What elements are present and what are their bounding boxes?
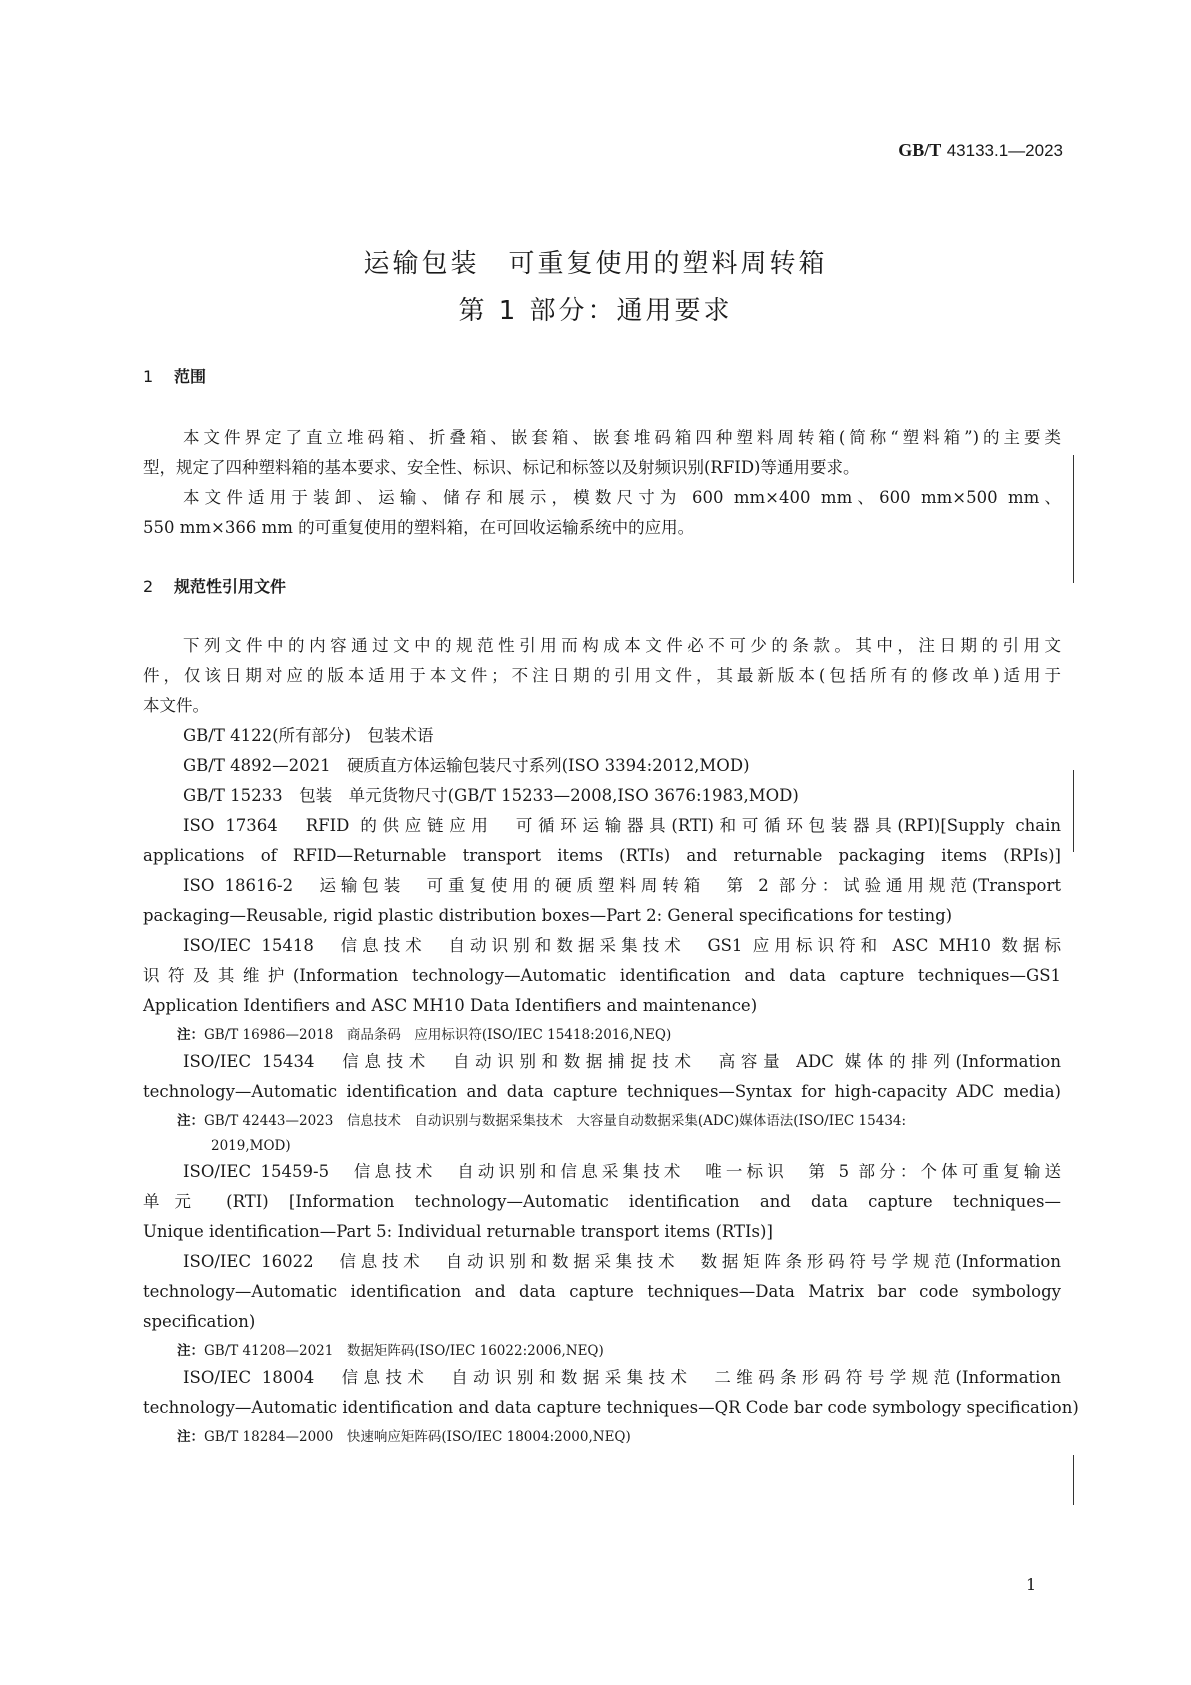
- reference-item-continued: applications of RFID—Returnable transport items (RTIs) and returnable packaging items (RPIs)]: [143, 846, 1061, 865]
- standard-code: [898, 140, 1063, 161]
- standard-number: 43133.1—2023: [946, 141, 1063, 160]
- section-number: 1: [143, 367, 154, 386]
- document-title: 运输包装 可重复使用的塑料周转箱: [363, 249, 828, 279]
- reference-item-continued: 单元 (RTI) [Information technology—Automatic identification and data capture techniques—: [143, 1192, 1061, 1211]
- change-bar: [1073, 1455, 1074, 1505]
- reference-item-continued: packaging—Reusable, rigid plastic distribution boxes—Part 2: General specifications for testing): [143, 906, 953, 925]
- page-number: 1: [1026, 1575, 1037, 1594]
- reference-item: GB/T 4122(所有部分) 包装术语: [183, 726, 434, 745]
- reference-note: [177, 1341, 604, 1361]
- paragraph-line: 件，仅该日期对应的版本适用于本文件；不注日期的引用文件，其最新版本(包括所有的修改单)适用于: [143, 666, 1061, 685]
- reference-item-continued: Application Identifiers and ASC MH10 Data Identifiers and maintenance): [143, 996, 758, 1015]
- note-label: 注：: [177, 1027, 204, 1043]
- reference-item-continued: technology—Automatic identification and data capture techniques—Data Matrix bar code symbology: [143, 1282, 1061, 1301]
- note-text: GB/T 42443—2023 信息技术 自动识别与数据采集技术 大容量自动数据采集(ADC)媒体语法(ISO/IEC 15434:: [204, 1113, 907, 1129]
- section-heading-normative-references: [143, 574, 286, 597]
- note-text: GB/T 41208—2021 数据矩阵码(ISO/IEC 16022:2006,NEQ): [204, 1343, 604, 1359]
- reference-item: GB/T 4892—2021 硬质直方体运输包装尺寸系列(ISO 3394:2012,MOD): [183, 756, 750, 775]
- reference-note: [177, 1111, 906, 1131]
- reference-note-continued: 2019,MOD): [211, 1138, 291, 1154]
- reference-item-continued: technology—Automatic identification and data capture techniques—Syntax for high-capacity ADC media): [143, 1082, 1061, 1101]
- paragraph-line: 本文件界定了直立堆码箱、折叠箱、嵌套箱、嵌套堆码箱四种塑料周转箱(简称“塑料箱”)的主要类: [183, 428, 1061, 447]
- section-title: 范围: [174, 367, 207, 386]
- reference-note: [177, 1427, 631, 1447]
- paragraph-line: 下列文件中的内容通过文中的规范性引用而构成本文件必不可少的条款。其中，注日期的引用文: [183, 636, 1061, 655]
- reference-item: ISO 17364 RFID 的供应链应用 可循环运输器具(RTI)和可循环包装器具(RPI)[Supply chain: [183, 816, 1061, 835]
- section-heading-scope: [143, 364, 206, 387]
- reference-item-continued: technology—Automatic identification and data capture techniques—QR Code bar code symbology specification): [143, 1398, 1079, 1417]
- note-label: 注：: [177, 1429, 204, 1445]
- document-subtitle: 第 1 部分：通用要求: [458, 296, 733, 326]
- reference-item-continued: 识符及其维护(Information technology—Automatic identification and data capture techniques—GS1: [143, 966, 1061, 985]
- reference-item-continued: specification): [143, 1312, 256, 1331]
- standard-prefix: GB/T: [898, 140, 942, 160]
- note-label: 注：: [177, 1113, 204, 1129]
- note-text: GB/T 18284—2000 快速响应矩阵码(ISO/IEC 18004:2000,NEQ): [204, 1429, 631, 1445]
- note-text: GB/T 16986—2018 商品条码 应用标识符(ISO/IEC 15418:2016,NEQ): [204, 1027, 672, 1043]
- change-bar: [1073, 770, 1074, 852]
- paragraph-line: 本文件。: [143, 696, 209, 715]
- reference-note: [177, 1025, 671, 1045]
- section-title: 规范性引用文件: [174, 577, 287, 596]
- reference-item: ISO/IEC 15418 信息技术 自动识别和数据采集技术 GS1 应用标识符和 ASC MH10 数据标: [183, 936, 1061, 955]
- reference-item: ISO/IEC 18004 信息技术 自动识别和数据采集技术 二维码条形码符号学规范(Information: [183, 1368, 1061, 1387]
- reference-item: ISO/IEC 16022 信息技术 自动识别和数据采集技术 数据矩阵条形码符号学规范(Information: [183, 1252, 1061, 1271]
- reference-item-continued: Unique identification—Part 5: Individual returnable transport items (RTIs)]: [143, 1222, 773, 1241]
- paragraph-line: 型，规定了四种塑料箱的基本要求、安全性、标识、标记和标签以及射频识别(RFID)等通用要求。: [143, 458, 860, 477]
- reference-item: ISO 18616-2 运输包装 可重复使用的硬质塑料周转箱 第 2 部分：试验通用规范(Transport: [183, 876, 1061, 895]
- paragraph-line: 本文件适用于装卸、运输、储存和展示，模数尺寸为 600 mm×400 mm、600 mm×500 mm、: [183, 488, 1061, 507]
- reference-item: ISO/IEC 15434 信息技术 自动识别和数据捕捉技术 高容量 ADC 媒体的排列(Information: [183, 1052, 1061, 1071]
- paragraph-line: 550 mm×366 mm 的可重复使用的塑料箱，在可回收运输系统中的应用。: [143, 518, 695, 537]
- section-number: 2: [143, 577, 154, 596]
- reference-item: GB/T 15233 包装 单元货物尺寸(GB/T 15233—2008,ISO 3676:1983,MOD): [183, 786, 799, 805]
- reference-item: ISO/IEC 15459-5 信息技术 自动识别和信息采集技术 唯一标识 第 5 部分：个体可重复输送: [183, 1162, 1061, 1181]
- change-bar: [1073, 455, 1074, 583]
- note-label: 注：: [177, 1343, 204, 1359]
